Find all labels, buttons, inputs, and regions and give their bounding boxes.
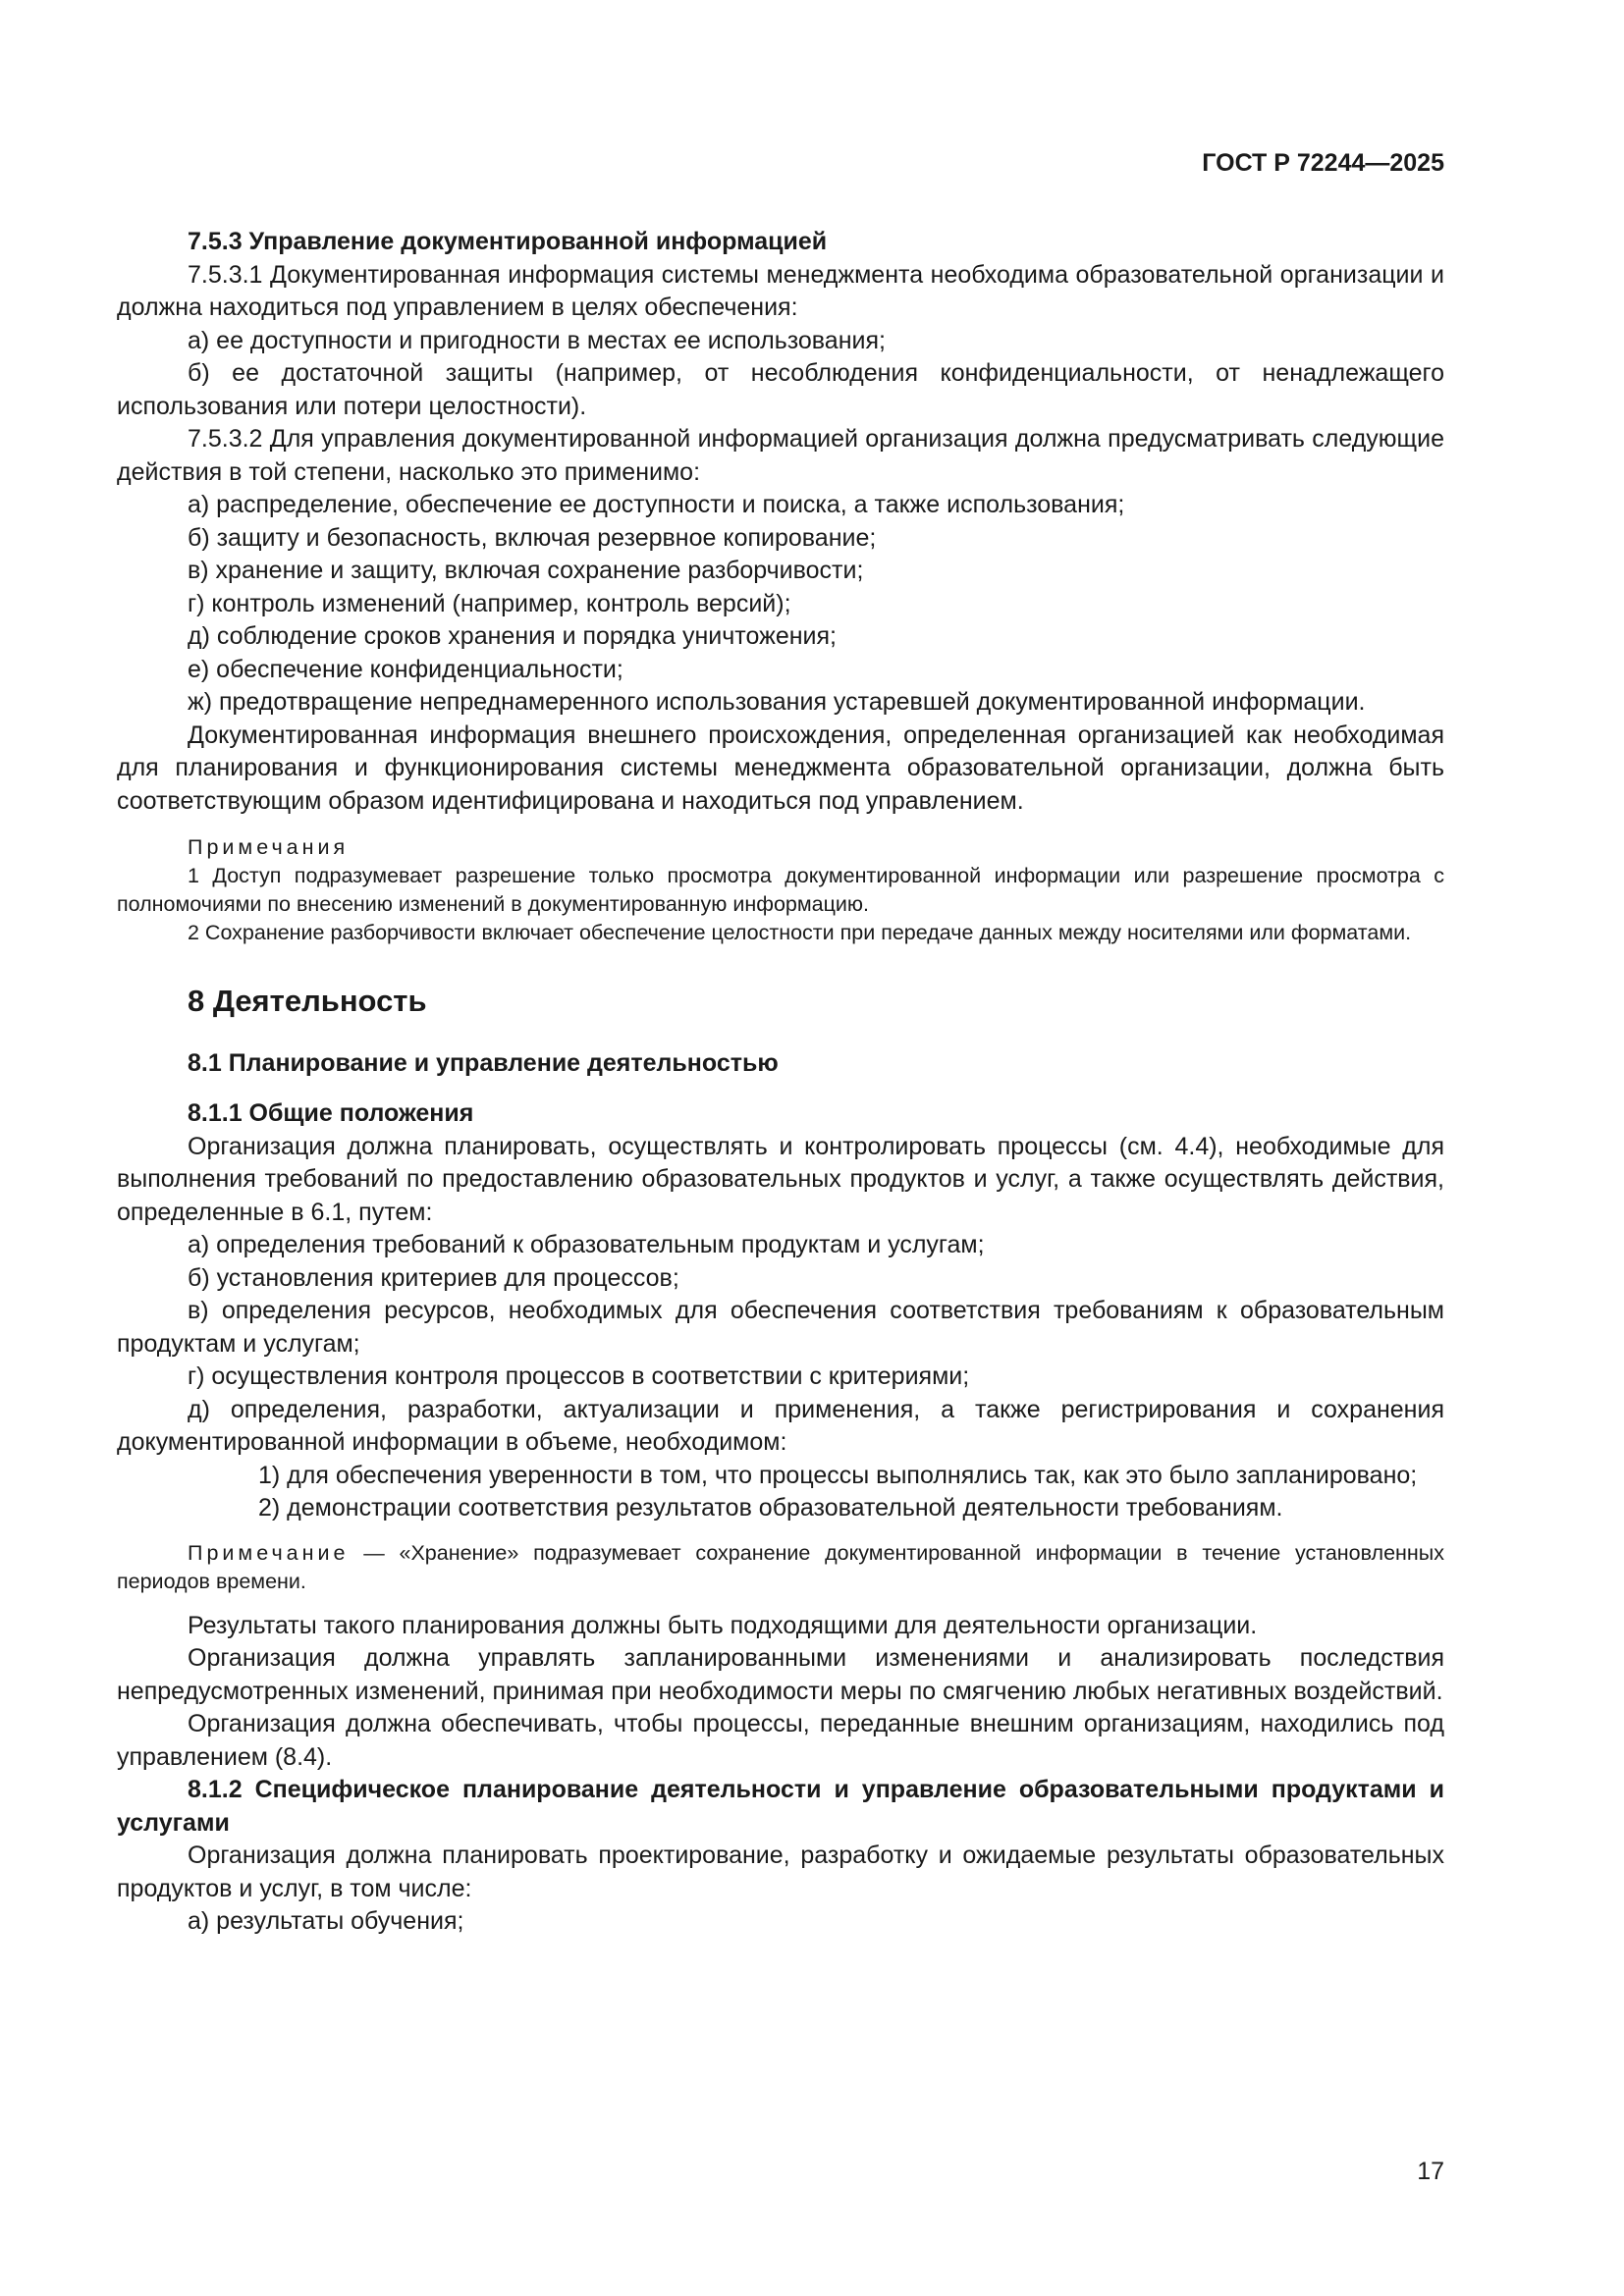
list-item: а) распределение, обеспечение ее доступности и поиска, а также использования; [188, 491, 1125, 518]
paragraph-external-info: Документированная информация внешнего происхождения, определенная организацией как необходимая для планирования и функционирования системы менеджмента образовательной организации, должна быть соответствующим образом идентифицирована и находиться под управлением. [117, 721, 1444, 815]
list-item: д) определения, разработки, актуализации и применения, а также регистрирования и сохранения документированной информации в объеме, необходимом: [117, 1395, 1444, 1456]
paragraph-changes: Организация должна управлять запланированными изменениями и анализировать последствия непредусмотренных изменений, принимая при необходимости меры по смягчению любых негативных воздействий. [117, 1644, 1444, 1705]
notes-heading: Примечания [188, 835, 350, 859]
note-2: 2 Сохранение разборчивости включает обеспечение целостности при передаче данных между носителями или форматами. [188, 921, 1412, 944]
paragraph-8-1-1: Организация должна планировать, осуществлять и контролировать процессы (см. 4.4), необходимые для выполнения требований по предоставлению образовательных продуктов и услуг, а также осуществлять действия, определенные в 6.1, путем: [117, 1132, 1444, 1226]
page-number: 17 [1417, 2158, 1444, 2185]
list-item: г) контроль изменений (например, контроль версий); [188, 589, 791, 617]
paragraph-7-5-3-2: 7.5.3.2 Для управления документированной информацией организация должна предусматривать следующие действия в той степени, насколько это применимо: [117, 425, 1444, 486]
list-item: б) ее достаточной защиты (например, от несоблюдения конфиденциальности, от ненадлежащего использования или потери целостности). [117, 359, 1444, 420]
list-item: д) соблюдение сроков хранения и порядка уничтожения; [188, 622, 837, 650]
section-heading-8-1-2: 8.1.2 Специфическое планирование деятельности и управление образовательными продуктами и услугами [117, 1776, 1444, 1837]
paragraph-7-5-3-1: 7.5.3.1 Документированная информация системы менеджмента необходима образовательной организации и должна находиться под управлением в целях обеспечения: [117, 260, 1444, 321]
note-1: 1 Доступ подразумевает разрешение только просмотра документированной информации или разрешение просмотра с полномочиями по внесению изменений в документированную информацию. [117, 864, 1444, 916]
paragraph-8-1-2: Организация должна планировать проектирование, разработку и ожидаемые результаты образовательных продуктов и услуг, в том числе: [117, 1842, 1444, 1902]
list-item: а) ее доступности и пригодности в местах ее использования; [188, 326, 886, 354]
sub-list-item: 2) демонстрации соответствия результатов образовательной деятельности требованиям. [258, 1494, 1283, 1522]
section-heading-8-1-1: 8.1.1 Общие положения [188, 1099, 474, 1127]
sub-list-item: 1) для обеспечения уверенности в том, что процессы выполнялись так, как это было запланировано; [258, 1461, 1418, 1489]
list-item: а) определения требований к образовательным продуктам и услугам; [188, 1231, 985, 1258]
paragraph-planning-results: Результаты такого планирования должны быть подходящими для деятельности организации. [188, 1611, 1258, 1639]
paragraph-external-processes: Организация должна обеспечивать, чтобы процессы, переданные внешним организациям, находились под управлением (8.4). [117, 1710, 1444, 1771]
section-heading-8-1: 8.1 Планирование и управление деятельностью [188, 1048, 779, 1077]
note-storage: Примечание — «Хранение» подразумевает сохранение документированной информации в течение установленных периодов времени. [117, 1540, 1444, 1593]
list-item: е) обеспечение конфиденциальности; [188, 655, 623, 683]
list-item: в) определения ресурсов, необходимых для обеспечения соответствия требованиям к образовательным продуктам и услугам; [117, 1297, 1444, 1358]
notes-block [117, 833, 1444, 947]
section-heading-7-5-3: 7.5.3 Управление документированной информацией [188, 228, 828, 255]
document-header: ГОСТ Р 72244—2025 [1202, 149, 1444, 177]
list-item: в) хранение и защиту, включая сохранение разборчивости; [188, 557, 864, 584]
section-heading-8: 8 Деятельность [188, 984, 427, 1018]
list-item: г) осуществления контроля процессов в соответствии с критериями; [188, 1362, 970, 1390]
page-content [117, 226, 1444, 1939]
list-item: ж) предотвращение непреднамеренного использования устаревшей документированной информации. [188, 688, 1366, 716]
list-item: а) результаты обучения; [188, 1907, 464, 1935]
list-item: б) защиту и безопасность, включая резервное копирование; [188, 523, 877, 552]
list-item: б) установления критериев для процессов; [188, 1263, 679, 1292]
